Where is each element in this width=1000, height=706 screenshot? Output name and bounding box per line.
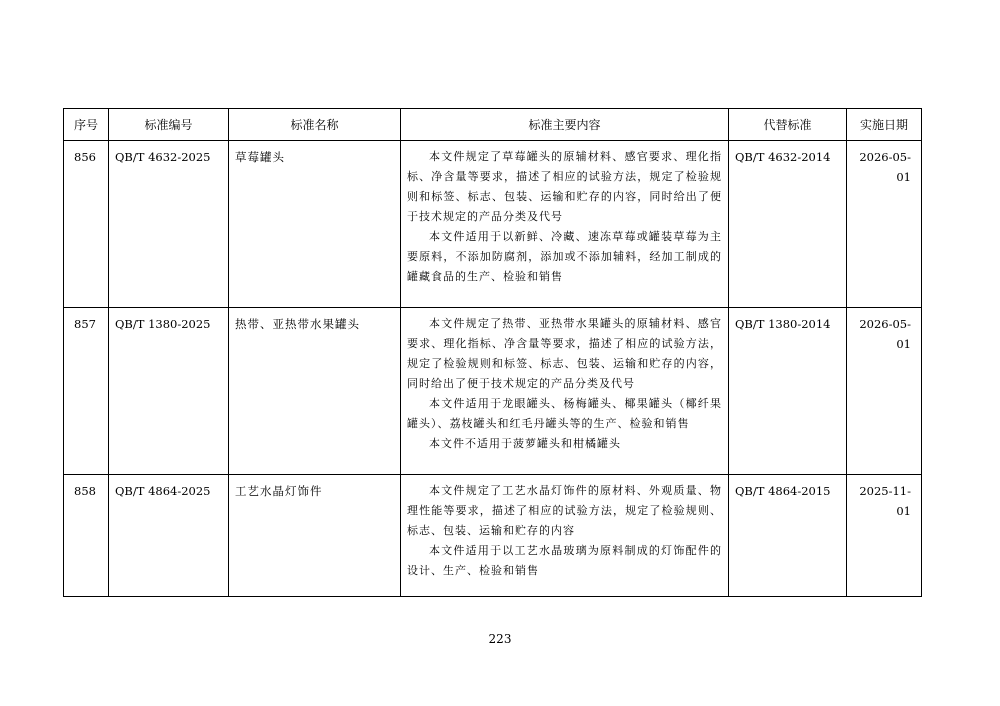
standards-table xyxy=(63,108,922,597)
cell-content xyxy=(401,308,729,475)
cell-content xyxy=(401,475,729,597)
content-paragraph: 本文件适用于以新鲜、冷藏、速冻草莓或罐装草莓为主要原料，不添加防腐剂，添加或不添加辅料，经加工制成的罐藏食品的生产、检验和销售 xyxy=(407,230,722,283)
cell-code: QB/T 4864-2025 xyxy=(109,475,229,597)
cell-seq: 857 xyxy=(64,308,109,475)
content-paragraph: 本文件规定了工艺水晶灯饰件的原材料、外观质量、物理性能等要求，描述了相应的试验方法，规定了检验规则、标志、包装、运输和贮存的内容 xyxy=(407,484,722,537)
table-row xyxy=(64,475,922,597)
table-row xyxy=(64,308,922,475)
cell-content xyxy=(401,141,729,308)
cell-date: 2026-05-01 xyxy=(847,141,922,308)
content-paragraph: 本文件适用于龙眼罐头、杨梅罐头、椰果罐头（椰纤果罐头）、荔枝罐头和红毛丹罐头等的生产、检验和销售 xyxy=(407,397,722,430)
header-replaces: 代替标准 xyxy=(729,109,847,141)
table-row xyxy=(64,141,922,308)
page-number: 223 xyxy=(488,632,512,646)
cell-replaces: QB/T 4864-2015 xyxy=(729,475,847,597)
cell-date: 2025-11-01 xyxy=(847,475,922,597)
cell-date: 2026-05-01 xyxy=(847,308,922,475)
cell-name: 草莓罐头 xyxy=(229,141,401,308)
content-paragraph: 本文件适用于以工艺水晶玻璃为原料制成的灯饰配件的设计、生产、检验和销售 xyxy=(407,544,722,577)
cell-replaces: QB/T 4632-2014 xyxy=(729,141,847,308)
cell-name: 热带、亚热带水果罐头 xyxy=(229,308,401,475)
content-paragraph: 本文件不适用于菠萝罐头和柑橘罐头 xyxy=(429,437,621,450)
cell-code: QB/T 4632-2025 xyxy=(109,141,229,308)
header-seq: 序号 xyxy=(64,109,109,141)
cell-code: QB/T 1380-2025 xyxy=(109,308,229,475)
table-header-row xyxy=(64,109,922,141)
cell-name: 工艺水晶灯饰件 xyxy=(229,475,401,597)
content-paragraph: 本文件规定了草莓罐头的原辅材料、感官要求、理化指标、净含量等要求，描述了相应的试验方法，规定了检验规则和标签、标志、包装、运输和贮存的内容，同时给出了便于技术规定的产品分类及代号 xyxy=(407,150,722,223)
header-code: 标准编号 xyxy=(109,109,229,141)
cell-replaces: QB/T 1380-2014 xyxy=(729,308,847,475)
content-paragraph: 本文件规定了热带、亚热带水果罐头的原辅材料、感官要求、理化指标、净含量等要求，描述了相应的试验方法，规定了检验规则和标签、标志、包装、运输和贮存的内容，同时给出了便于技术规定的产品分类及代号 xyxy=(407,317,722,390)
cell-seq: 856 xyxy=(64,141,109,308)
cell-seq: 858 xyxy=(64,475,109,597)
header-name: 标准名称 xyxy=(229,109,401,141)
header-content: 标准主要内容 xyxy=(401,109,729,141)
header-date: 实施日期 xyxy=(847,109,922,141)
